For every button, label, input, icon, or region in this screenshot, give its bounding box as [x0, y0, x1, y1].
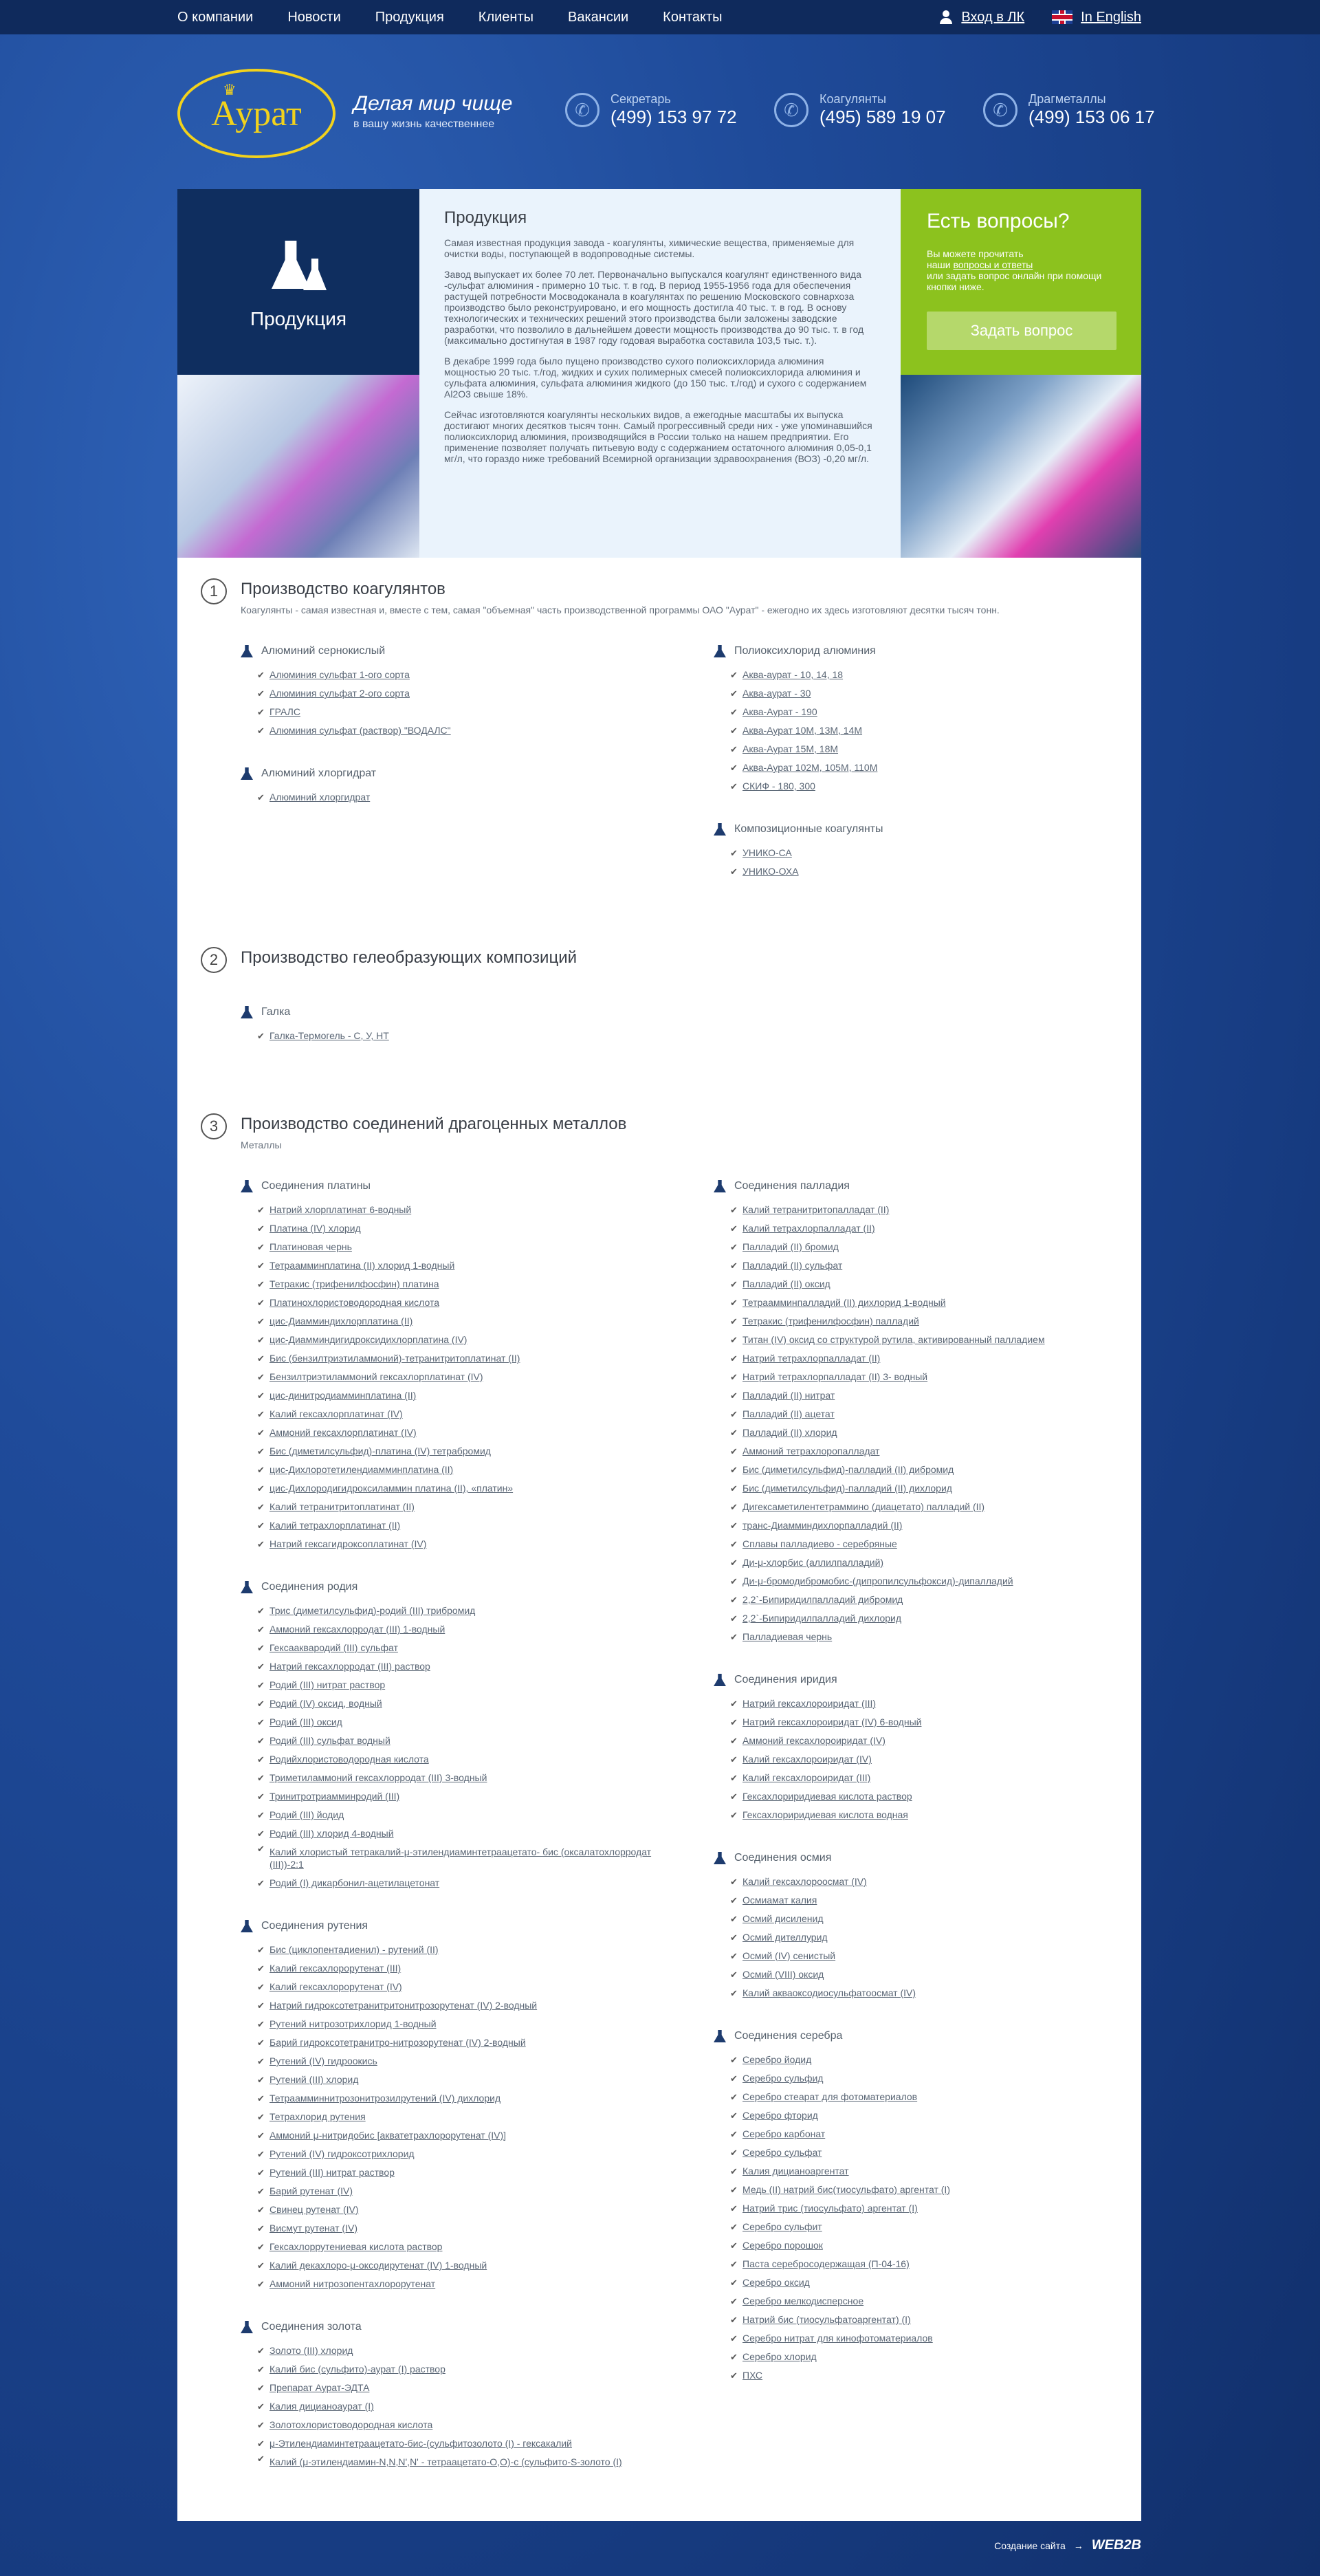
product-paragraph: В декабре 1999 года было пущено производство сухого полиоксихлорида алюминия мощностью 20 тыс. т./год, жидких и сухих полимерных смесей полиоксихлорида алюминия и сульфата алюминия, сульфата алюминия жидкого (до 150 тыс. т./год) и сухого с содержанием Al2O3 свыше 18%.: [444, 356, 867, 400]
logo-text: Аурат: [211, 94, 302, 133]
group-header: [241, 767, 681, 780]
product-link[interactable]: ✔ Калий тетранитритопалладат (II): [730, 1201, 1154, 1219]
flask-icon: [241, 1920, 253, 1932]
main-nav: [177, 0, 723, 34]
product-list: [241, 1941, 681, 2293]
product-link[interactable]: ✔ Тетраамминплатина (II) хлорид 1-водный: [257, 1256, 681, 1275]
product-link[interactable]: ✔ Серебро нитрат для кинофотоматериалов: [730, 2329, 1154, 2348]
main-content: [177, 558, 1141, 2521]
phone-icon: ✆: [565, 93, 600, 127]
phone-icon: ✆: [983, 93, 1018, 127]
section-subtitle: Коагулянты - самая известная и, вместе с тем, самая "объемная" часть производственной программы ОАО "Аурат" - ежегодно их здесь изготовляют десятки тысяч тонн.: [241, 604, 1000, 615]
product-paragraph: Самая известная продукция завода - коагулянты, химические вещества, применяемые для очистки воды, поступающей в водопроводные системы.: [444, 237, 855, 259]
flask-icon: [241, 1006, 253, 1018]
product-link[interactable]: ✔ Калий гексахлорорутенат (IV): [257, 1978, 681, 1996]
product-description: [419, 189, 901, 558]
product-link[interactable]: ✔ 2,2`-Бипиридилпалладий дибромид: [730, 1591, 1154, 1609]
section-subtitle: Металлы: [241, 1139, 282, 1150]
product-link[interactable]: ✔ Серебро карбонат: [730, 2125, 1154, 2143]
product-link[interactable]: ✔ Родий (III) сульфат водный: [257, 1732, 681, 1750]
product-link[interactable]: ✔ Серебро порошок: [730, 2236, 1154, 2255]
product-link[interactable]: ✔ Палладий (II) хлорид: [730, 1423, 1154, 1442]
ask-question-button[interactable]: Задать вопрос: [927, 312, 1116, 350]
group-header: [714, 1674, 1154, 1686]
product-link[interactable]: ✔ Препарат Аурат-ЭДТА: [257, 2379, 681, 2397]
product-link[interactable]: ✔ СКИФ - 180, 300: [730, 777, 1154, 796]
product-link[interactable]: ✔ 2,2`-Бипиридилпалладий дихлорид: [730, 1609, 1154, 1628]
group-title: Соединения родия: [261, 1581, 358, 1593]
section-title: Производство соединений драгоценных металлов: [241, 1115, 627, 1133]
footer-text: Создание сайта: [994, 2540, 1066, 2551]
product-link[interactable]: ✔ Родий (III) нитрат раствор: [257, 1676, 681, 1694]
product-group: [714, 1852, 1154, 2002]
group-title: Соединения рутения: [261, 1920, 368, 1932]
english-link[interactable]: [1052, 10, 1141, 25]
product-link[interactable]: ✔ Рутений (III) хлорид: [257, 2071, 681, 2089]
product-link[interactable]: ✔ Дигексаметилентетраммино (диацетато) палладий (II): [730, 1498, 1154, 1516]
product-link[interactable]: ✔ Триметиламмоний гексахлорродат (III) 3-водный: [257, 1769, 681, 1787]
slogan-title: Делая мир чище: [353, 92, 513, 115]
product-link[interactable]: ✔ ПХС: [730, 2366, 1154, 2385]
phone-label: Коагулянты: [820, 92, 887, 106]
group-header: [241, 1920, 681, 1932]
product-link[interactable]: ✔ цис-Диамминдихлорплатина (II): [257, 1312, 681, 1331]
product-link[interactable]: ✔ Аква-аурат - 10, 14, 18: [730, 666, 1154, 684]
flask-icon: [241, 767, 253, 780]
product-link[interactable]: ✔ Натрий гексахлороиридат (III): [730, 1694, 1154, 1713]
group-title: Галка: [261, 1006, 291, 1018]
product-link[interactable]: ✔ Серебро хлорид: [730, 2348, 1154, 2366]
section-3-left: [241, 1180, 681, 2499]
product-link[interactable]: ✔ Палладий (II) сульфат: [730, 1256, 1154, 1275]
user-icon: [939, 10, 953, 24]
product-list: [714, 1873, 1154, 2002]
section-number: 2: [201, 947, 227, 973]
product-link[interactable]: ✔ Серебро йодид: [730, 2051, 1154, 2069]
product-link[interactable]: ✔ Серебро сульфид: [730, 2069, 1154, 2088]
group-header: [241, 2321, 681, 2333]
intro-block: [177, 189, 1141, 558]
product-link[interactable]: ✔ Бис (бензилтриэтиламмоний)-тетранитритоплатинат (II): [257, 1349, 681, 1368]
product-group: [241, 1180, 681, 1553]
top-links: [939, 0, 1141, 34]
product-link[interactable]: ✔ Бис (диметилсульфид)-палладий (II) дибромид: [730, 1461, 1154, 1479]
product-link[interactable]: ✔ Свинец рутенат (IV): [257, 2201, 681, 2219]
logo[interactable]: [177, 69, 336, 158]
product-link[interactable]: ✔ Платина (IV) хлорид: [257, 1219, 681, 1238]
product-link[interactable]: ✔ Алюминия сульфат 2-ого сорта: [257, 684, 681, 703]
questions-title: Есть вопросы?: [927, 210, 1070, 232]
product-link[interactable]: ✔ Гексааквародий (III) сульфат: [257, 1639, 681, 1657]
product-link[interactable]: ✔ Медь (II) натрий бис(тиосульфато) аргентат (I): [730, 2181, 1154, 2199]
flask-icon: [714, 1180, 726, 1192]
product-link[interactable]: ✔ Золото (III) хлорид: [257, 2342, 681, 2360]
product-link[interactable]: ✔ Тетракис (трифенилфосфин) палладий: [730, 1312, 1154, 1331]
product-link[interactable]: ✔ Рутений нитрозотрихлорид 1-водный: [257, 2015, 681, 2033]
product-link[interactable]: ✔ Палладий (II) бромид: [730, 1238, 1154, 1256]
phone-icon: ✆: [774, 93, 808, 127]
product-list: [714, 666, 1154, 796]
product-link[interactable]: ✔ Ди-μ-бромодибромобис-(дипропилсульфоксид)-дипалладий: [730, 1572, 1154, 1591]
group-title: Полиоксихлорид алюминия: [734, 645, 876, 657]
product-link[interactable]: ✔ Галка-Термогель - С, У, НТ: [257, 1027, 681, 1045]
product-group: [241, 1920, 681, 2293]
product-link[interactable]: ✔ Гексахлориридиевая кислота водная: [730, 1806, 1154, 1824]
section-title: Производство гелеобразующих композиций: [241, 948, 578, 967]
product-link[interactable]: ✔ Калий гексахлороосмат (IV): [730, 1873, 1154, 1891]
faq-link[interactable]: вопросы и ответы: [953, 259, 1033, 270]
product-link[interactable]: ✔ Титан (IV) оксид со структурой рутила, активированный палладием: [730, 1331, 1154, 1349]
product-link[interactable]: ✔ Калий гексахлороиридат (IV): [730, 1750, 1154, 1769]
flask-icon: [241, 2321, 253, 2333]
product-list: [714, 1201, 1154, 1646]
product-link[interactable]: ✔ Калий гексахлорплатинат (IV): [257, 1405, 681, 1423]
product-paragraph: Завод выпускает их более 70 лет. Первоначально выпускался коагулянт единственного вида -сульфат алюминия - примерно 10 тыс. т. в год. В период 1955-1956 года для обеспечения растущей потребности Мосводоканала в коагулянтах по решению Московского совнархоза производство было реконструировано, и его мощность достигла 40 тыс. т. в год. В основу технологических и технических решений этого производства были заложены заводские разработки, что позволило в дальнейшем довести мощность производства до 90 тыс. т. в год (максимально достигнутая в 1987 году годовая выработка составила 103,5 тыс. т.).: [444, 269, 864, 346]
group-header: [714, 2030, 1154, 2042]
product-link[interactable]: ✔ Натрий бис (тиосульфатоаргентат) (I): [730, 2311, 1154, 2329]
product-link[interactable]: ✔ Гексахлориридиевая кислота раствор: [730, 1787, 1154, 1806]
product-link[interactable]: ✔ Серебро мелкодисперсное: [730, 2292, 1154, 2311]
group-title: Соединения осмия: [734, 1852, 832, 1864]
questions-text-2: наши: [927, 259, 951, 270]
nav-link-5[interactable]: Вакансии: [568, 9, 629, 25]
product-link[interactable]: ✔ Серебро фторид: [730, 2106, 1154, 2125]
arrow-icon: →: [1073, 2540, 1084, 2551]
product-link[interactable]: ✔ Родий (I) дикарбонил-ацетилацетонат: [257, 1874, 681, 1892]
product-link[interactable]: ✔ Калий гексахлороиридат (III): [730, 1769, 1154, 1787]
product-link[interactable]: ✔ Аммоний гексахлорродат (III) 1-водный: [257, 1620, 681, 1639]
product-link[interactable]: ✔ Осмий дисиленид: [730, 1910, 1154, 1928]
product-link[interactable]: ✔ УНИКО-СА: [730, 844, 1154, 862]
product-link[interactable]: ✔ Натрий трис (тиосульфато) аргентат (I): [730, 2199, 1154, 2218]
flask-icon: [714, 2030, 726, 2042]
product-link[interactable]: ✔ Бензилтриэтиламмоний гексахлорплатинат (IV): [257, 1368, 681, 1386]
flask-icon: [714, 1852, 726, 1864]
product-link[interactable]: ✔ Аква-Аурат - 190: [730, 703, 1154, 721]
group-title: Соединения серебра: [734, 2030, 843, 2042]
nav-link-1[interactable]: О компании: [177, 9, 254, 25]
product-link[interactable]: ✔ Алюминия сульфат (раствор) "ВОДАЛС": [257, 721, 681, 740]
group-header: [714, 1852, 1154, 1864]
group-title: Композиционные коагулянты: [734, 823, 883, 835]
product-link[interactable]: ✔ Барий рутенат (IV): [257, 2182, 681, 2201]
product-link[interactable]: ✔ цис-динитродиамминплатина (II): [257, 1386, 681, 1405]
product-link[interactable]: ✔ Натрий тетрахлорпалладат (II) 3- водный: [730, 1368, 1154, 1386]
product-list: [241, 1602, 681, 1892]
phone-number: (499) 153 06 17: [1028, 107, 1155, 127]
product-list: [241, 2342, 681, 2471]
product-link[interactable]: ✔ Калий гексахлорорутенат (III): [257, 1959, 681, 1978]
english-label: In English: [1081, 9, 1141, 25]
phone-secretary: [565, 92, 737, 128]
group-header: [241, 1180, 681, 1192]
product-link[interactable]: ✔ Палладий (II) ацетат: [730, 1405, 1154, 1423]
product-link[interactable]: ✔ цис-Дихлоротетилендиамминплатина (II): [257, 1461, 681, 1479]
product-link[interactable]: ✔ цис-Дихлородигидроксиламмин платина (II), «платин»: [257, 1479, 681, 1498]
product-link[interactable]: ✔ Калий бис (сульфито)-аурат (I) раствор: [257, 2360, 681, 2379]
flask-icon: [267, 234, 329, 296]
product-link[interactable]: ✔ Алюминий хлоргидрат: [257, 788, 681, 807]
product-link[interactable]: ✔ ГРАЛС: [257, 703, 681, 721]
slogan-subtitle: в вашу жизнь качественнее: [353, 118, 495, 130]
product-link[interactable]: ✔ Ди-μ-хлорбис (аллилпалладий): [730, 1553, 1154, 1572]
product-link[interactable]: ✔ Родий (III) оксид: [257, 1713, 681, 1732]
product-link[interactable]: ✔ Осмий (VIII) оксид: [730, 1965, 1154, 1984]
product-link[interactable]: ✔ μ-Этилендиаминтетраацетато-бис-(сульфитозолото (I) - гексакалий: [257, 2434, 681, 2453]
questions-text-3: или задать вопрос онлайн при помощи кнопки ниже.: [927, 270, 1102, 292]
product-link[interactable]: ✔ Аммоний нитрозопентахлорорутенат: [257, 2275, 681, 2293]
product-link[interactable]: ✔ Натрий гексахлорродат (III) раствор: [257, 1657, 681, 1676]
group-title: Соединения золота: [261, 2321, 362, 2333]
product-link[interactable]: ✔ Калий (μ-этилендиамин-N,N,N',N' - тетраацетато-O,O)-с (сульфито-S-золото (I): [257, 2453, 681, 2471]
product-link[interactable]: ✔ Алюминия сульфат 1-ого сорта: [257, 666, 681, 684]
flask-icon: [714, 1674, 726, 1686]
flask-icon: [714, 823, 726, 836]
section-3-right: [714, 1180, 1154, 2412]
slogan: [353, 92, 512, 131]
product-link[interactable]: ✔ Аква-Аурат 15М, 18М: [730, 740, 1154, 758]
nav-link-6[interactable]: Контакты: [663, 9, 723, 25]
product-link[interactable]: ✔ Натрий хлорплатинат 6-водный: [257, 1201, 681, 1219]
product-link[interactable]: ✔ Сплавы палладиево - серебряные: [730, 1535, 1154, 1553]
product-link[interactable]: ✔ Золотохлористоводородная кислота: [257, 2416, 681, 2434]
product-link[interactable]: ✔ Бис (циклопентадиенил) - рутений (II): [257, 1941, 681, 1959]
product-link[interactable]: ✔ Бис (диметилсульфид)-платина (IV) тетрабромид: [257, 1442, 681, 1461]
phone-label: Секретарь: [610, 92, 671, 106]
web2b-logo: WEB2B: [1091, 2537, 1141, 2553]
group-title: Соединения платины: [261, 1180, 371, 1192]
product-group: [241, 1581, 681, 1892]
product-link[interactable]: ✔ Аммоний тетрахлоропалладат: [730, 1442, 1154, 1461]
flask-icon: [241, 1180, 253, 1192]
group-header: [714, 645, 1154, 657]
product-link[interactable]: ✔ Калий тетранитритоплатинат (II): [257, 1498, 681, 1516]
product-link[interactable]: ✔ Натрий гексахлороиридат (IV) 6-водный: [730, 1713, 1154, 1732]
product-list: [241, 788, 681, 807]
product-link[interactable]: ✔ Тетракис (трифенилфосфин) платина: [257, 1275, 681, 1294]
product-link[interactable]: ✔ Калий декахлоро-μ-оксодирутенат (IV) 1-водный: [257, 2256, 681, 2275]
group-header: [241, 1581, 681, 1593]
product-group: [714, 823, 1154, 881]
product-link[interactable]: ✔ Осмиамат калия: [730, 1891, 1154, 1910]
product-list: [241, 666, 681, 740]
product-heading: Продукция: [444, 208, 527, 227]
scientist-image: [901, 375, 1141, 558]
product-link[interactable]: ✔ Калий акваоксодиосульфатоосмат (IV): [730, 1984, 1154, 2002]
group-header: [714, 1180, 1154, 1192]
product-link[interactable]: ✔ Рутений (IV) гидроксотрихлорид: [257, 2145, 681, 2163]
product-link[interactable]: ✔ Паста серебросодержащая (П-04-16): [730, 2255, 1154, 2273]
product-link[interactable]: ✔ Натрий тетрахлорпалладат (II): [730, 1349, 1154, 1368]
product-link[interactable]: ✔ Тетрахлорид рутения: [257, 2108, 681, 2126]
section-1-left: [241, 645, 681, 834]
product-link[interactable]: ✔ Осмий дителлурид: [730, 1928, 1154, 1947]
product-link[interactable]: ✔ Родий (III) йодид: [257, 1806, 681, 1824]
product-link[interactable]: ✔ Аммоний гексахлорплатинат (IV): [257, 1423, 681, 1442]
section-title: Производство коагулянтов: [241, 580, 446, 598]
product-link[interactable]: ✔ Калий хлористый тетракалий-μ-этилендиаминтетраацетато- бис (оксалатохлорродат (III))-2:1: [257, 1843, 681, 1874]
product-group: [241, 2321, 681, 2471]
product-tile[interactable]: [177, 189, 419, 558]
product-list: [714, 844, 1154, 881]
product-link[interactable]: ✔ Аква-Аурат 102М, 105М, 110М: [730, 758, 1154, 777]
product-link[interactable]: ✔ Барий гидроксотетранитро-нитрозорутенат (IV) 2-водный: [257, 2033, 681, 2052]
product-paragraph: Сейчас изготовляются коагулянты нескольких видов, а ежегодные масштабы их выпуска достигают многих десятков тысяч тонн. Самый прогрессивный среди них - уже упоминавшийся полиоксихлорид алюминия, производящийся в России только на нашем предприятии. Его применение позволяет получать питьевую воду с содержанием остаточного алюминия 0,05-0,1 мг/л, что гораздо ниже требований Всемирной организации здравоохранения (ВОЗ) -0,20 мг/л.: [444, 409, 872, 464]
product-link[interactable]: ✔ Палладий (II) оксид: [730, 1275, 1154, 1294]
product-link[interactable]: ✔ Серебро сульфит: [730, 2218, 1154, 2236]
login-link[interactable]: [939, 10, 1024, 25]
lab-image: [177, 375, 419, 558]
group-title: Соединения палладия: [734, 1180, 850, 1192]
phone-coagulants: [774, 92, 946, 128]
uk-flag-icon: [1052, 10, 1072, 24]
product-link[interactable]: ✔ транс-Диамминдихлорпалладий (II): [730, 1516, 1154, 1535]
nav-link-3[interactable]: Продукция: [375, 9, 444, 25]
section-number: 3: [201, 1113, 227, 1139]
phone-number: (499) 153 97 72: [610, 107, 737, 127]
flask-icon: [241, 645, 253, 657]
product-list: [714, 2051, 1154, 2385]
product-group: [714, 1674, 1154, 1824]
product-link[interactable]: ✔ Родий (III) хлорид 4-водный: [257, 1824, 681, 1843]
phone-number: (495) 589 19 07: [820, 107, 946, 127]
product-link[interactable]: ✔ Калий тетрахлорпалладат (II): [730, 1219, 1154, 1238]
product-link[interactable]: ✔ Родийхлористоводородная кислота: [257, 1750, 681, 1769]
group-title: Алюминий сернокислый: [261, 645, 386, 657]
product-link[interactable]: ✔ Палладиевая чернь: [730, 1628, 1154, 1646]
product-link[interactable]: ✔ Тетраамминпалладий (II) дихлорид 1-водный: [730, 1294, 1154, 1312]
top-bar: [0, 0, 1320, 34]
product-list: [714, 1694, 1154, 1824]
product-link[interactable]: ✔ Тринитротриамминродий (III): [257, 1787, 681, 1806]
questions-box: [901, 189, 1141, 375]
product-link[interactable]: ✔ Серебро сульфат: [730, 2143, 1154, 2162]
product-link[interactable]: ✔ Висмут рутенат (IV): [257, 2219, 681, 2238]
product-group: [714, 645, 1154, 796]
product-tile-title: Продукция: [250, 308, 347, 329]
group-header: [241, 645, 681, 657]
product-link[interactable]: ✔ Палладий (II) нитрат: [730, 1386, 1154, 1405]
product-link[interactable]: ✔ Платиновая чернь: [257, 1238, 681, 1256]
product-link[interactable]: ✔ цис-Диамминдигидроксидихлорплатина (IV): [257, 1331, 681, 1349]
product-list: [241, 1027, 681, 1045]
flask-icon: [714, 645, 726, 657]
group-title: Алюминий хлоргидрат: [261, 767, 377, 779]
login-label: Вход в ЛК: [961, 9, 1025, 25]
group-header: [714, 823, 1154, 836]
product-link[interactable]: ✔ Калия дицианоаргентат: [730, 2162, 1154, 2181]
phone-label: Драгметаллы: [1028, 92, 1106, 106]
group-title: Соединения иридия: [734, 1674, 837, 1685]
product-link[interactable]: ✔ Тетраамминнитрозонитрозилрутений (IV) дихлорид: [257, 2089, 681, 2108]
product-link[interactable]: ✔ Родий (IV) оксид, водный: [257, 1694, 681, 1713]
questions-text: [927, 248, 1115, 292]
product-link[interactable]: ✔ Аква-аурат - 30: [730, 684, 1154, 703]
product-link[interactable]: ✔ Трис (диметилсульфид)-родий (III) трибромид: [257, 1602, 681, 1620]
product-link[interactable]: ✔ Аммоний гексахлороиридат (IV): [730, 1732, 1154, 1750]
section-1-right: [714, 645, 1154, 908]
phone-metals: [983, 92, 1155, 128]
product-link[interactable]: ✔ Калия дицианоаурат (I): [257, 2397, 681, 2416]
product-link[interactable]: ✔ Серебро оксид: [730, 2273, 1154, 2292]
flask-icon: [241, 1581, 253, 1593]
crown-icon: ♛: [223, 81, 236, 98]
section-number: 1: [201, 578, 227, 604]
product-link[interactable]: ✔ Аммоний μ-нитридобис [акватетрахлорорутенат (IV)]: [257, 2126, 681, 2145]
product-group: [241, 645, 681, 740]
questions-panel: [901, 189, 1141, 558]
nav-link-2[interactable]: Новости: [287, 9, 341, 25]
product-link[interactable]: ✔ Калий тетрахлорплатинат (II): [257, 1516, 681, 1535]
product-link[interactable]: ✔ Бис (диметилсульфид)-палладий (II) дихлорид: [730, 1479, 1154, 1498]
footer-credit[interactable]: [994, 2537, 1141, 2553]
product-link[interactable]: ✔ Рутений (III) нитрат раствор: [257, 2163, 681, 2182]
product-link[interactable]: ✔ УНИКО-ОХА: [730, 862, 1154, 881]
product-link[interactable]: ✔ Аква-Аурат 10М, 13М, 14М: [730, 721, 1154, 740]
section-2-left: [241, 1006, 681, 1073]
product-group: [241, 1006, 681, 1045]
nav-link-4[interactable]: Клиенты: [478, 9, 534, 25]
group-header: [241, 1006, 681, 1018]
product-group: [714, 1180, 1154, 1646]
product-link[interactable]: ✔ Гексахлоррутениевая кислота раствор: [257, 2238, 681, 2256]
product-group: [714, 2030, 1154, 2385]
product-group: [241, 767, 681, 807]
product-link[interactable]: ✔ Платинохлористоводородная кислота: [257, 1294, 681, 1312]
product-tile-header: [177, 189, 419, 375]
product-link[interactable]: ✔ Серебро стеарат для фотоматериалов: [730, 2088, 1154, 2106]
product-link[interactable]: ✔ Рутений (IV) гидроокись: [257, 2052, 681, 2071]
product-link[interactable]: ✔ Осмий (IV) сенистый: [730, 1947, 1154, 1965]
product-link[interactable]: ✔ Натрий гидроксотетранитритонитрозорутенат (IV) 2-водный: [257, 1996, 681, 2015]
product-link[interactable]: ✔ Натрий гексагидроксоплатинат (IV): [257, 1535, 681, 1553]
product-list: [241, 1201, 681, 1553]
questions-text-1: Вы можете прочитать: [927, 248, 1024, 259]
